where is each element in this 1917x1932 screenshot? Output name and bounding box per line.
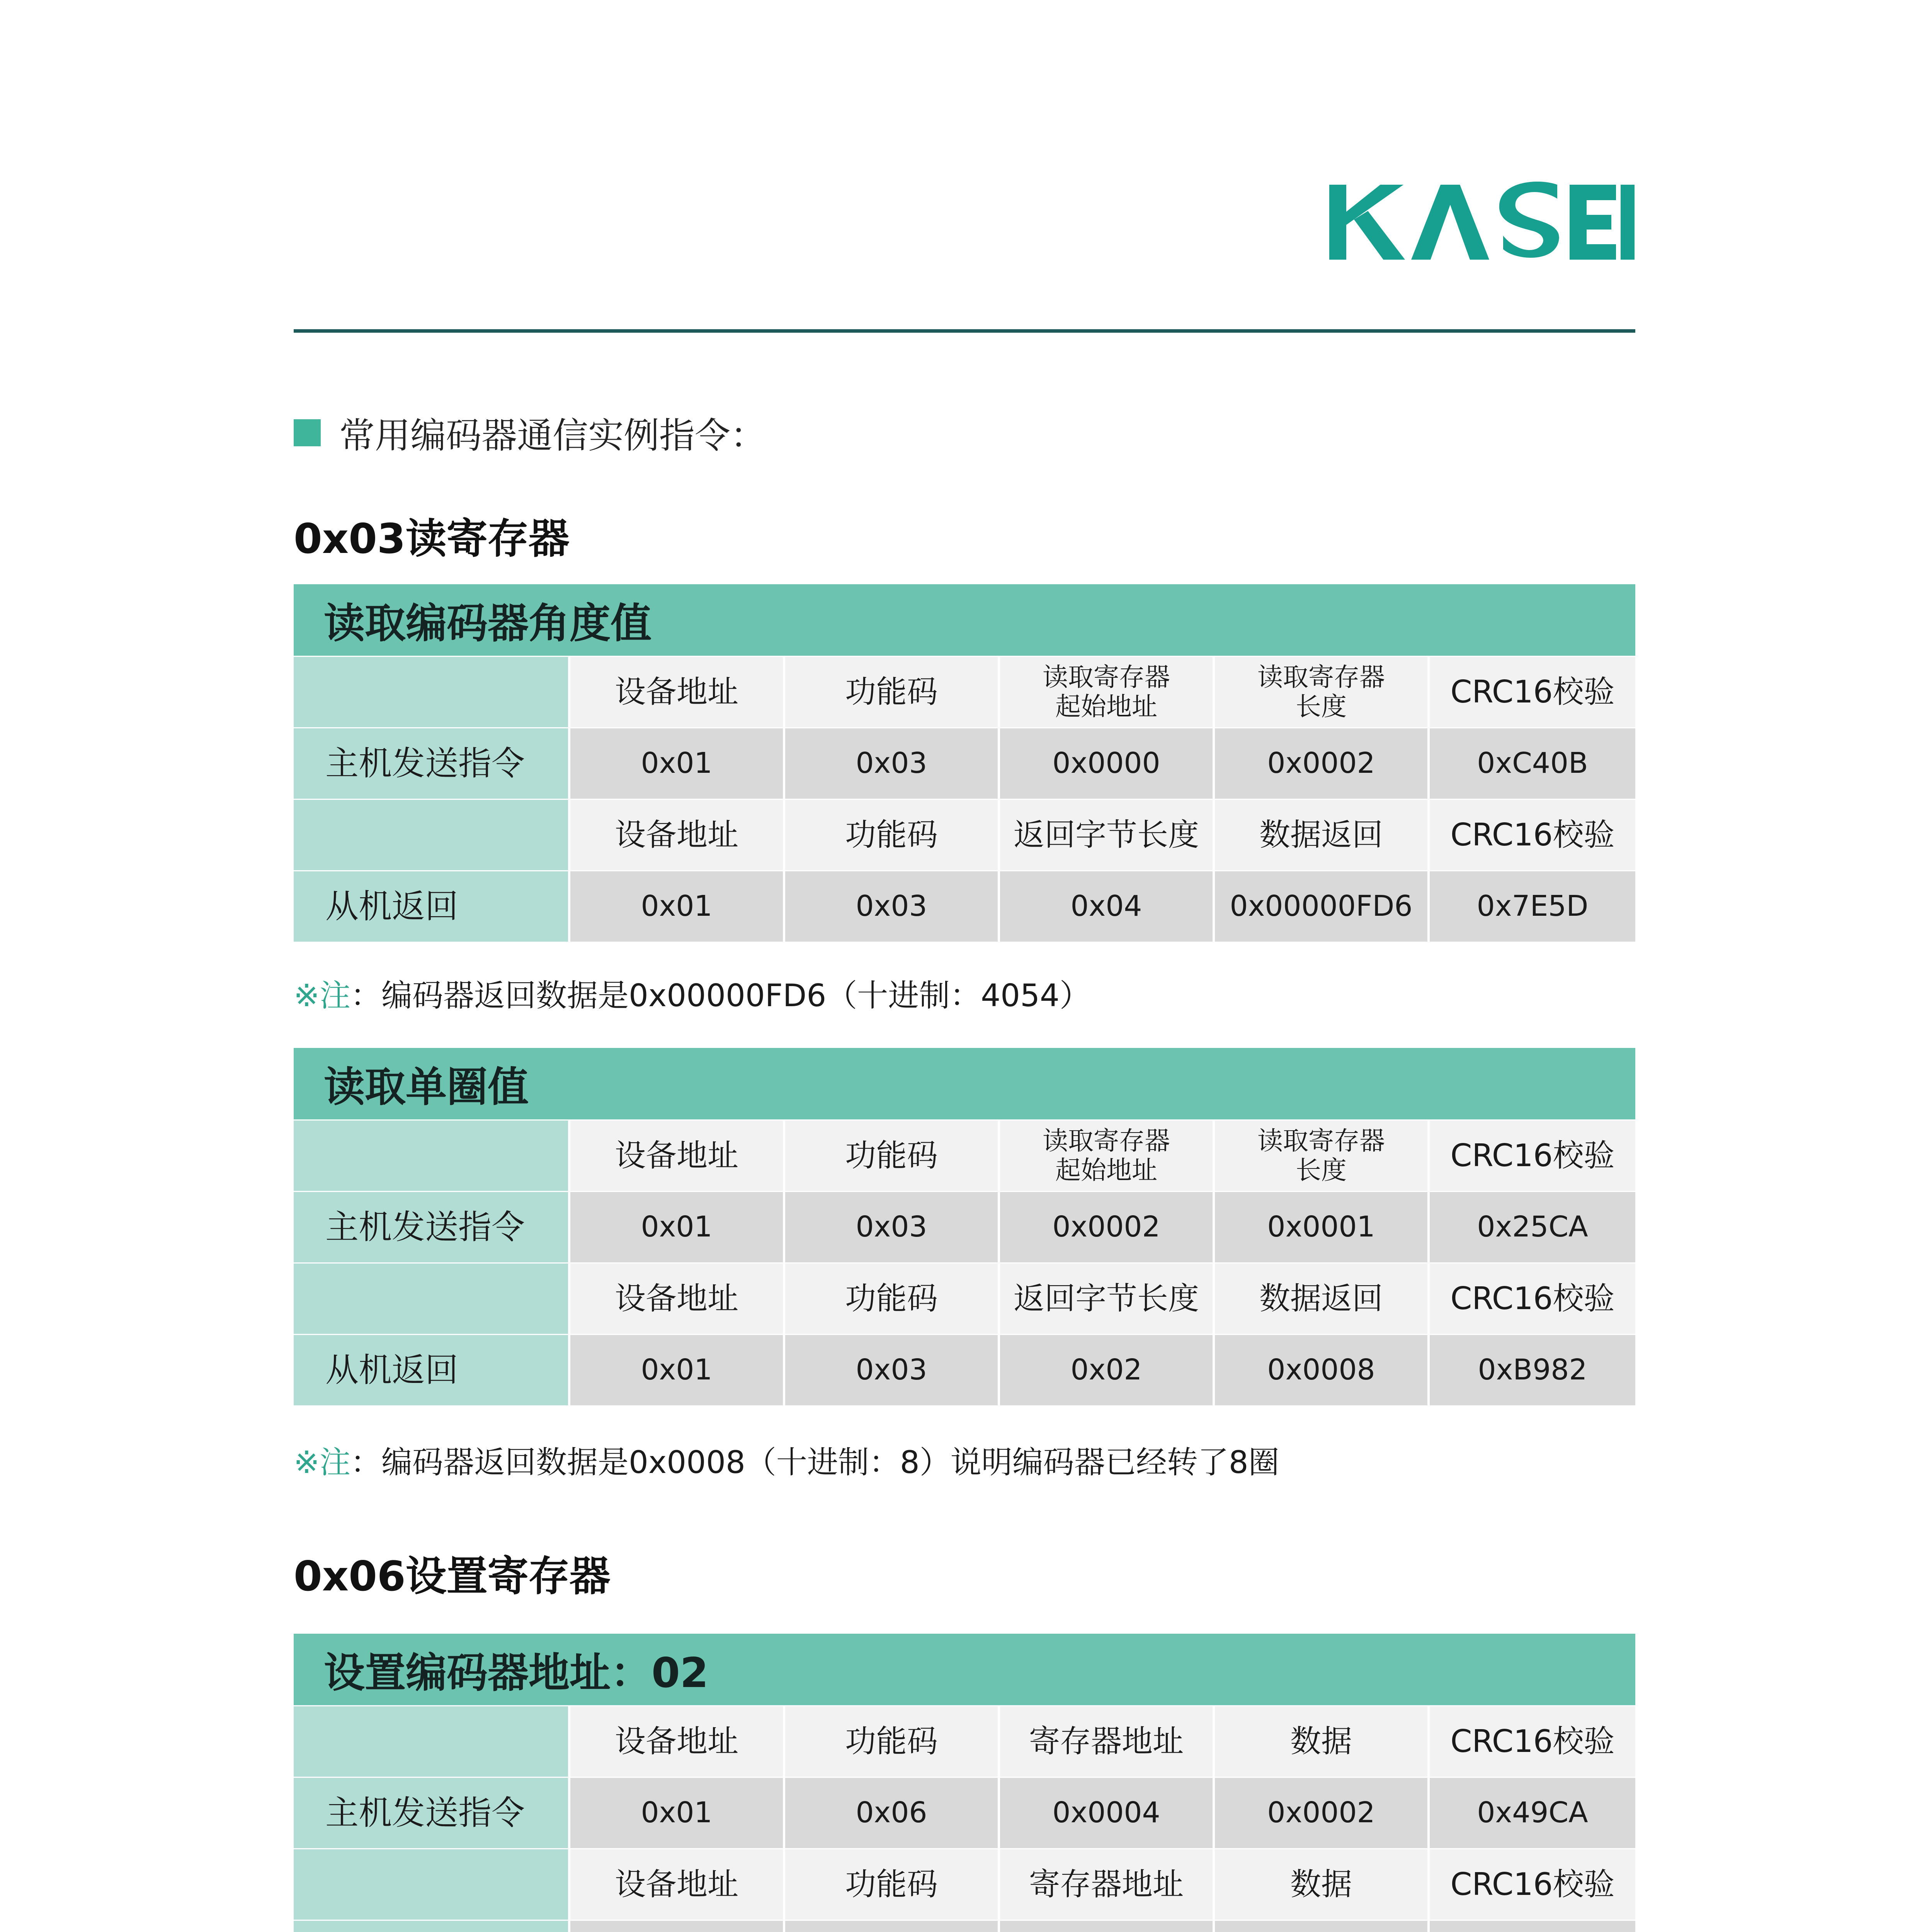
note-text: ：编码器返回数据是0x0008（十进制：8）说明编码器已经转了8圈 — [350, 1444, 1279, 1480]
header-cell: 设备地址 — [570, 657, 783, 727]
table-title: 设置编码器地址：02 — [294, 1634, 1635, 1705]
table-title: 读取单圈值 — [294, 1048, 1635, 1119]
value-cell: 0xB982 — [1430, 1335, 1635, 1405]
value-cell: 0x0008 — [1215, 1335, 1427, 1405]
send-value-row — [294, 728, 1635, 799]
command-table — [294, 1048, 1635, 1405]
value-cell — [1430, 1921, 1635, 1932]
value-cell — [1000, 1921, 1213, 1932]
note-mark: ※注 — [294, 1444, 351, 1480]
value-cell: 0x0002 — [1215, 728, 1427, 799]
row-label-send: 主机发送指令 — [294, 1778, 568, 1848]
value-cell: 0x04 — [1000, 871, 1213, 942]
header-cell: 设备地址 — [570, 1849, 783, 1920]
value-cell: 0x0002 — [1215, 1778, 1427, 1848]
bullet-square-icon — [294, 419, 321, 446]
header-cell: 设备地址 — [570, 1121, 783, 1191]
header-cell: 返回字节长度 — [1000, 800, 1213, 870]
row-label-reply — [294, 1921, 568, 1932]
row-label-send: 主机发送指令 — [294, 728, 568, 799]
header-cell: CRC16校验 — [1430, 1264, 1635, 1334]
value-cell: 0x0002 — [1000, 1192, 1213, 1262]
value-cell: 0x01 — [570, 1192, 783, 1262]
header-cell: 读取寄存器 起始地址 — [1000, 657, 1213, 727]
heading-read-register: 0x03读寄存器 — [294, 515, 570, 563]
header-rule — [294, 329, 1635, 333]
row-label-empty — [294, 1121, 568, 1191]
kasei-logo — [1329, 182, 1635, 263]
table-note — [294, 971, 1090, 1015]
header-cell: CRC16校验 — [1430, 657, 1635, 727]
row-label-empty — [294, 1706, 568, 1777]
reply-value-row — [294, 871, 1635, 942]
value-cell: 0x01 — [570, 1335, 783, 1405]
row-label-empty — [294, 1264, 568, 1334]
header-cell: 功能码 — [785, 1706, 998, 1777]
header-cell: 读取寄存器 长度 — [1215, 657, 1427, 727]
value-cell: 0xC40B — [1430, 728, 1635, 799]
header-cell: CRC16校验 — [1430, 1706, 1635, 1777]
header-cell: 设备地址 — [570, 800, 783, 870]
value-cell: 0x03 — [785, 728, 998, 799]
row-label-reply: 从机返回 — [294, 1335, 568, 1405]
value-cell: 0x0004 — [1000, 1778, 1213, 1848]
command-table — [294, 1634, 1635, 1932]
row-label-reply: 从机返回 — [294, 871, 568, 942]
value-cell: 0x7E5D — [1430, 871, 1635, 942]
header-cell: CRC16校验 — [1430, 1849, 1635, 1920]
value-cell: 0x01 — [570, 728, 783, 799]
send-value-row — [294, 1778, 1635, 1848]
header-cell: 读取寄存器 起始地址 — [1000, 1121, 1213, 1191]
header-cell: 数据返回 — [1215, 1264, 1427, 1334]
header-cell: 返回字节长度 — [1000, 1264, 1213, 1334]
value-cell: 0x25CA — [1430, 1192, 1635, 1262]
send-header-row — [294, 1706, 1635, 1777]
heading-write-register: 0x06设置寄存器 — [294, 1553, 611, 1600]
header-cell: 功能码 — [785, 1849, 998, 1920]
value-cell: 0x03 — [785, 1192, 998, 1262]
reply-value-row — [294, 1921, 1635, 1932]
row-label-empty — [294, 657, 568, 727]
section-title — [294, 408, 766, 458]
reply-header-row — [294, 800, 1635, 870]
header-cell: 功能码 — [785, 800, 998, 870]
header-cell: 设备地址 — [570, 1264, 783, 1334]
command-table — [294, 584, 1635, 942]
value-cell: 0x03 — [785, 871, 998, 942]
table-title: 读取编码器角度值 — [294, 584, 1635, 656]
value-cell: 0x01 — [570, 1778, 783, 1848]
row-label-empty — [294, 800, 568, 870]
send-header-row — [294, 657, 1635, 727]
header-cell: 功能码 — [785, 1264, 998, 1334]
note-text: ：编码器返回数据是0x00000FD6（十进制：4054） — [350, 978, 1090, 1014]
header-cell: 数据 — [1215, 1849, 1427, 1920]
value-cell — [785, 1921, 998, 1932]
header-cell: 设备地址 — [570, 1706, 783, 1777]
value-cell: 0x0000 — [1000, 728, 1213, 799]
note-mark: ※注 — [294, 978, 351, 1014]
value-cell: 0x03 — [785, 1335, 998, 1405]
value-cell: 0x00000FD6 — [1215, 871, 1427, 942]
header-cell: 数据 — [1215, 1706, 1427, 1777]
value-cell: 0x06 — [785, 1778, 998, 1848]
header-cell: 功能码 — [785, 657, 998, 727]
header-cell: 读取寄存器 长度 — [1215, 1121, 1427, 1191]
value-cell: 0x0001 — [1215, 1192, 1427, 1262]
section-title-text: 常用编码器通信实例指令： — [339, 415, 766, 456]
row-label-empty — [294, 1849, 568, 1920]
value-cell: 0x01 — [570, 871, 783, 942]
send-header-row — [294, 1121, 1635, 1191]
value-cell — [1215, 1921, 1427, 1932]
reply-header-row — [294, 1264, 1635, 1334]
reply-header-row — [294, 1849, 1635, 1920]
value-cell — [570, 1921, 783, 1932]
header-cell: 数据返回 — [1215, 800, 1427, 870]
row-label-send: 主机发送指令 — [294, 1192, 568, 1262]
header-cell: CRC16校验 — [1430, 1121, 1635, 1191]
value-cell: 0x02 — [1000, 1335, 1213, 1405]
reply-value-row — [294, 1335, 1635, 1405]
value-cell: 0x49CA — [1430, 1778, 1635, 1848]
header-cell: 寄存器地址 — [1000, 1706, 1213, 1777]
header-cell: 功能码 — [785, 1121, 998, 1191]
send-value-row — [294, 1192, 1635, 1262]
header-cell: CRC16校验 — [1430, 800, 1635, 870]
header-cell: 寄存器地址 — [1000, 1849, 1213, 1920]
table-note — [294, 1437, 1279, 1482]
